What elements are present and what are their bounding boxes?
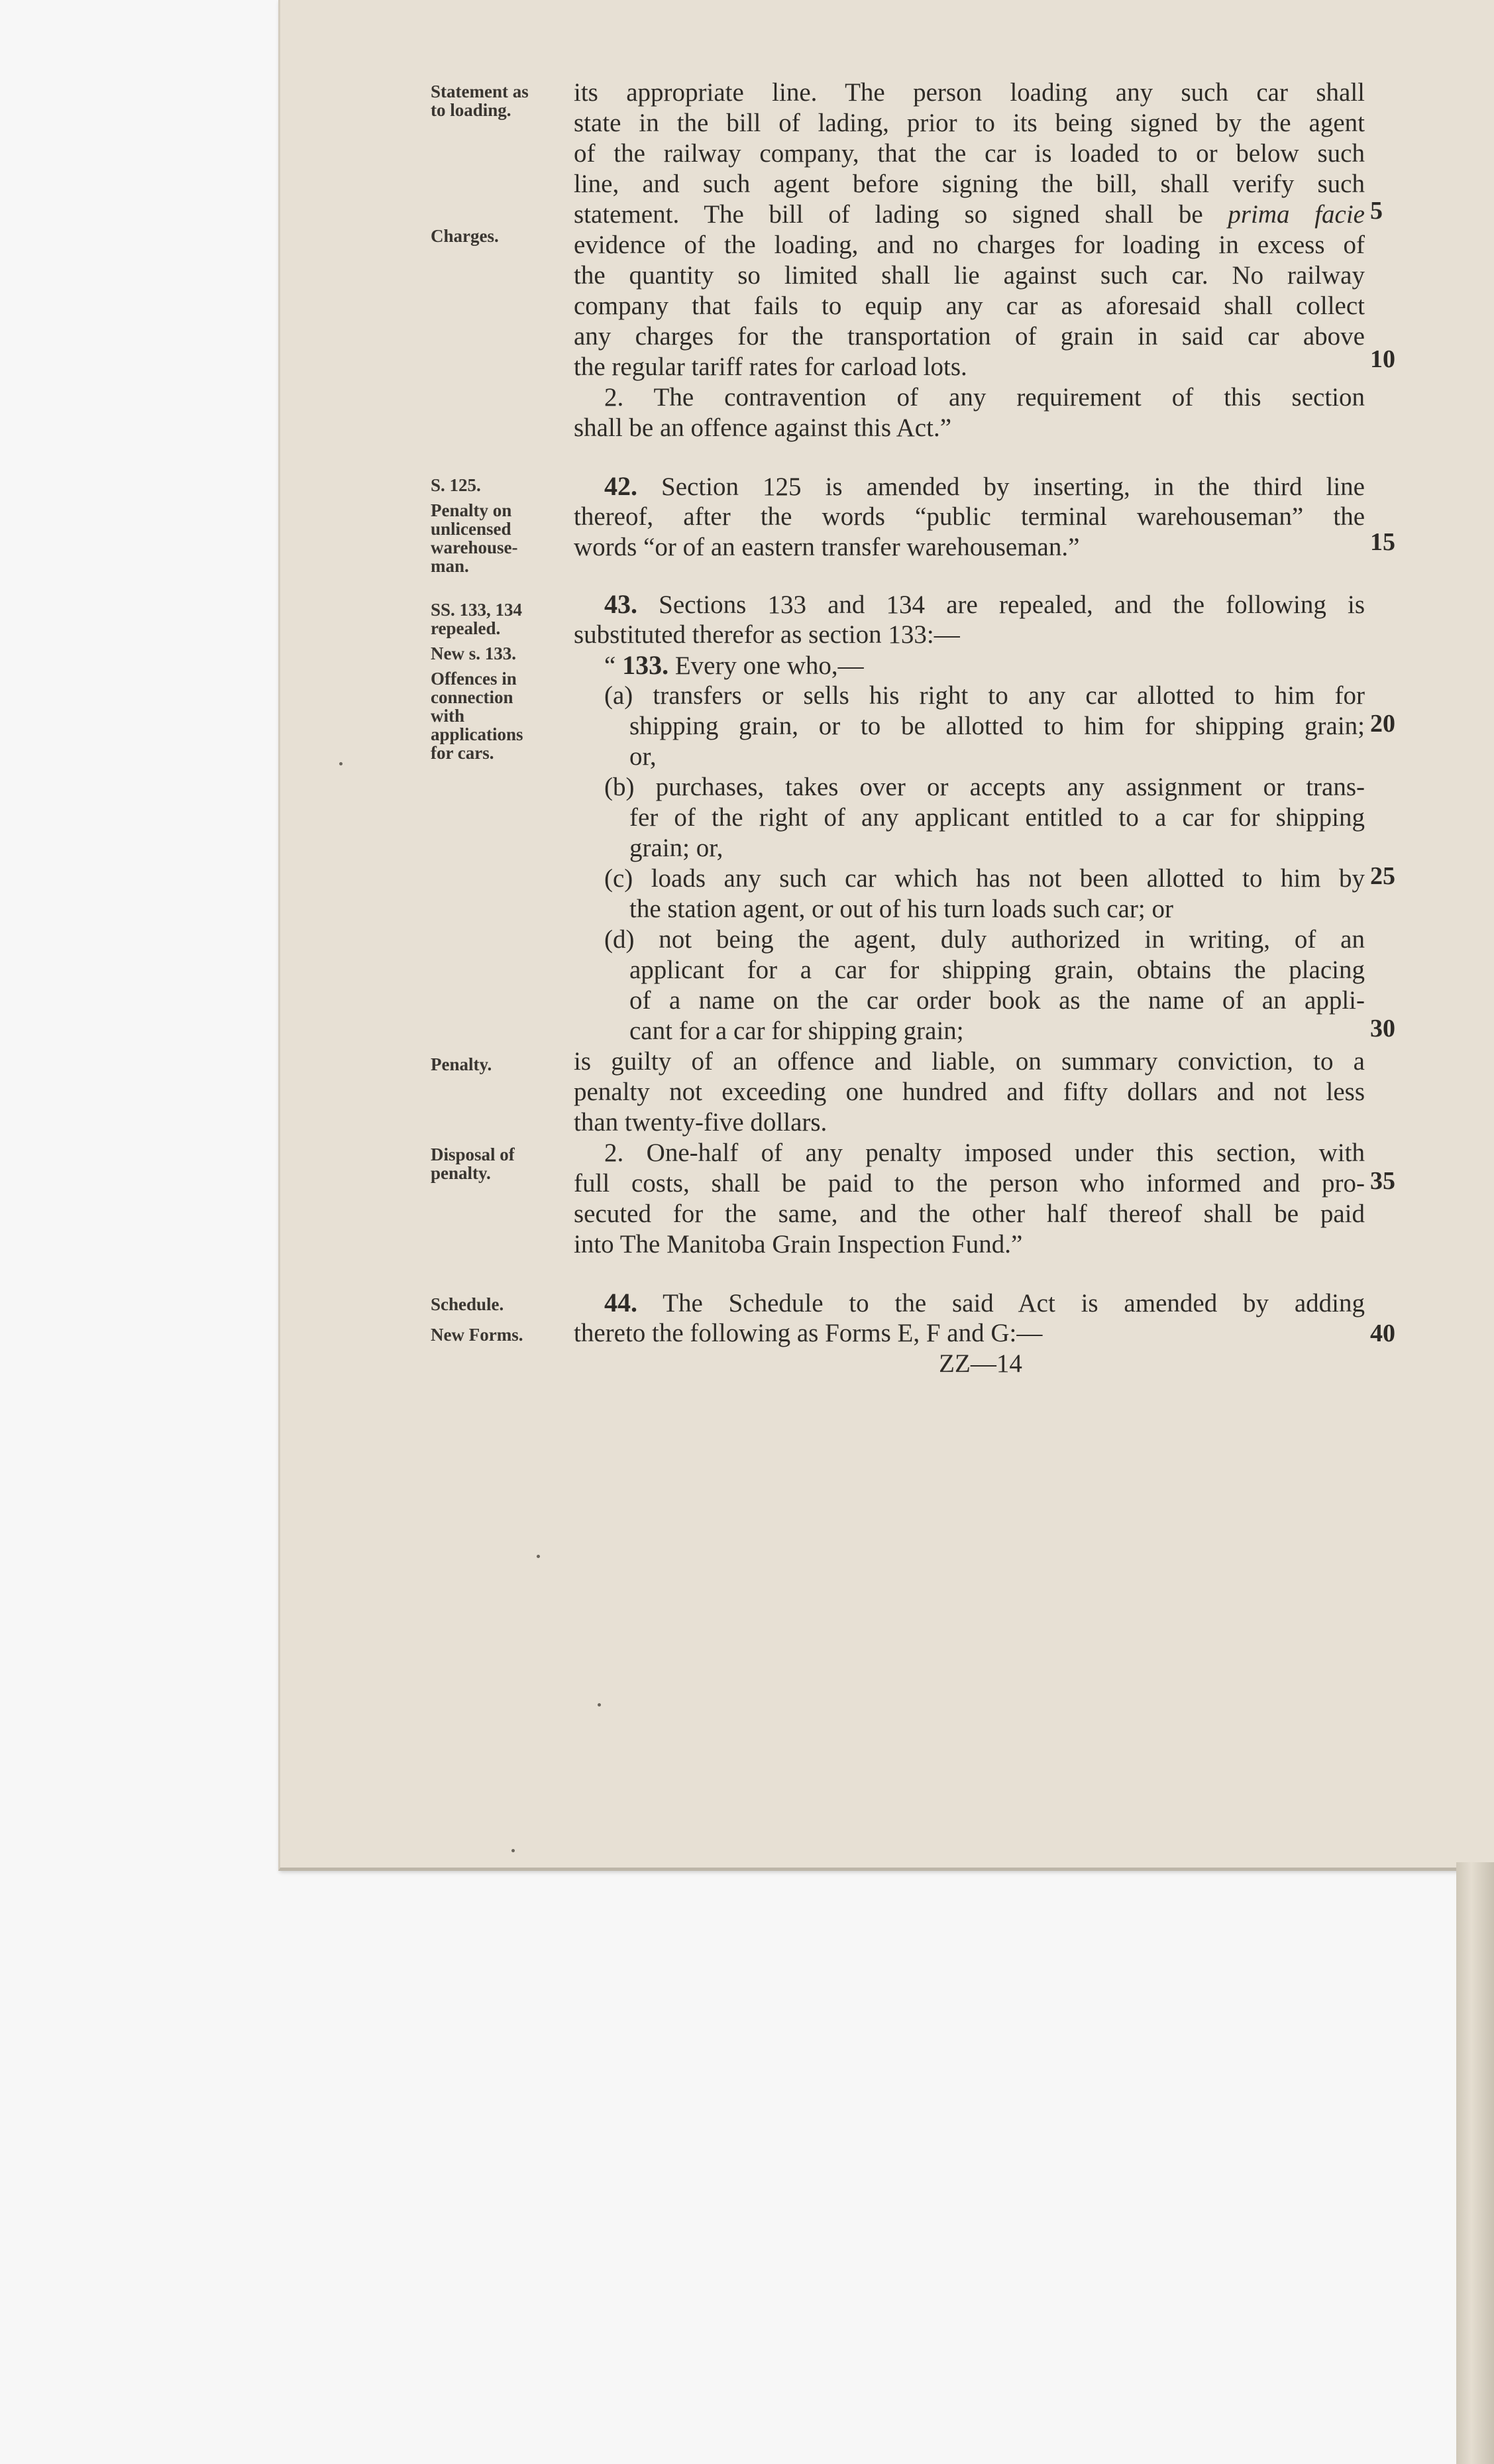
text-line: or, — [629, 742, 657, 771]
text-line: its appropriate line. The person loading any such car shall — [574, 78, 1365, 107]
text-line: the regular tariff rates for carload lots. — [574, 353, 967, 381]
text-span: Section 125 is amended by inserting, in the third line — [637, 473, 1365, 501]
text-line: shipping grain, or to be allotted to him for shipping grain; — [629, 712, 1365, 740]
text-line: into The Manitoba Grain Inspection Fund.” — [574, 1230, 1023, 1259]
margin-note-s125: S. 125. — [431, 475, 481, 495]
section-number: 133. — [622, 650, 669, 680]
text-line: line, and such agent before signing the bill, shall verify such — [574, 170, 1365, 198]
text-line: of the railway company, that the car is loaded to or below such — [574, 139, 1365, 168]
line-number: 35 — [1370, 1167, 1395, 1195]
underlying-page-edge — [1456, 1862, 1494, 2464]
text-line: of a name on the car order book as the name of an appli- — [629, 986, 1365, 1015]
paper-speck — [598, 1703, 601, 1707]
margin-note-new133: New s. 133. — [431, 644, 516, 663]
text-line: penalty not exceeding one hundred and fifty dollars and not less — [574, 1078, 1365, 1106]
line-number: 10 — [1370, 345, 1395, 373]
margin-note-penalty: Penalty. — [431, 1054, 492, 1074]
line-number: 20 — [1370, 710, 1395, 738]
text-line: state in the bill of lading, prior to its being signed by the agent — [574, 109, 1365, 137]
text-line: 2. One-half of any penalty imposed under this section, with — [604, 1139, 1365, 1167]
margin-note-new-forms: New Forms. — [431, 1325, 523, 1345]
text-line: fer of the right of any applicant entitled to a car for shipping — [629, 803, 1365, 832]
line-number: 25 — [1370, 862, 1395, 890]
clause-d-line: (d) not being the agent, duly authorized in writing, of an — [604, 925, 1365, 954]
text-line: company that fails to equip any car as aforesaid shall collect — [574, 292, 1365, 320]
clause-c-line: (c) loads any such car which has not been allotted to him by — [604, 864, 1365, 893]
section-number: 44. — [604, 1288, 637, 1317]
text-line: than twenty-five dollars. — [574, 1108, 827, 1137]
line-number: 30 — [1370, 1015, 1395, 1042]
clause-b-line: (b) purchases, takes over or accepts any assignment or trans- — [604, 773, 1365, 801]
text-line: substituted therefor as section 133:— — [574, 620, 960, 649]
margin-note-disposal: Disposal of penalty. — [431, 1145, 515, 1183]
text-span: statement. The bill of lading so signed shall be — [574, 200, 1228, 229]
text-line: thereto the following as Forms E, F and G:— — [574, 1319, 1043, 1347]
margin-note-penalty-unlicensed: Penalty on unlicensed warehouse- man. — [431, 500, 518, 576]
section-number: 42. — [604, 471, 637, 501]
text-line: shall be an offence against this Act.” — [574, 414, 952, 442]
text-line: grain; or, — [629, 834, 723, 862]
text-line: is guilty of an offence and liable, on summary conviction, to a — [574, 1047, 1365, 1076]
text-line: applicant for a car for shipping grain, obtains the placing — [629, 956, 1365, 984]
text-line: secuted for the same, and the other half thereof shall be paid — [574, 1200, 1365, 1228]
text-line: evidence of the loading, and no charges for loading in excess of — [574, 231, 1365, 259]
text-line: thereof, after the words “public terminal warehouseman” the — [574, 502, 1365, 531]
italic-term: prima facie — [1228, 200, 1365, 229]
section-number: 43. — [604, 589, 637, 619]
section-42-line — [604, 472, 1365, 501]
text-line: the station agent, or out of his turn loads such car; or — [629, 895, 1173, 923]
section-43-line — [604, 590, 1365, 619]
clause-a-line: (a) transfers or sells his right to any car allotted to him for — [604, 681, 1365, 710]
margin-note-charges: Charges. — [431, 226, 499, 246]
margin-note-schedule: Schedule. — [431, 1294, 504, 1314]
text-span: Sections 133 and 134 are repealed, and the following is — [637, 590, 1365, 619]
line-number: 15 — [1370, 528, 1395, 556]
paper-speck — [537, 1555, 540, 1558]
open-quote: “ — [604, 651, 623, 680]
text-line: any charges for the transportation of grain in said car above — [574, 322, 1365, 351]
text-line: the quantity so limited shall lie against such car. No railway — [574, 261, 1365, 290]
text-line: full costs, shall be paid to the person who informed and pro- — [574, 1169, 1365, 1198]
line-number: 5 — [1370, 197, 1383, 225]
text-line: cant for a car for shipping grain; — [629, 1017, 964, 1045]
text-span: The Schedule to the said Act is amended by adding — [637, 1289, 1365, 1317]
paper-speck — [339, 762, 343, 765]
margin-note-offences: Offences in connection with applications for cars. — [431, 669, 523, 763]
text-line: 2. The contravention of any requirement of this section — [604, 383, 1365, 412]
paper-speck — [511, 1849, 515, 1852]
page-footer-signature: ZZ—14 — [939, 1349, 1022, 1378]
margin-note-statement: Statement as to loading. — [431, 82, 529, 120]
section-133-line — [604, 651, 1365, 680]
text-line — [574, 200, 1365, 229]
margin-note-ss133: SS. 133, 134 repealed. — [431, 600, 523, 638]
text-line: words “or of an eastern transfer warehouseman.” — [574, 533, 1080, 561]
line-number: 40 — [1370, 1319, 1395, 1347]
section-44-line — [604, 1288, 1365, 1317]
text-span: Every one who,— — [668, 651, 864, 680]
